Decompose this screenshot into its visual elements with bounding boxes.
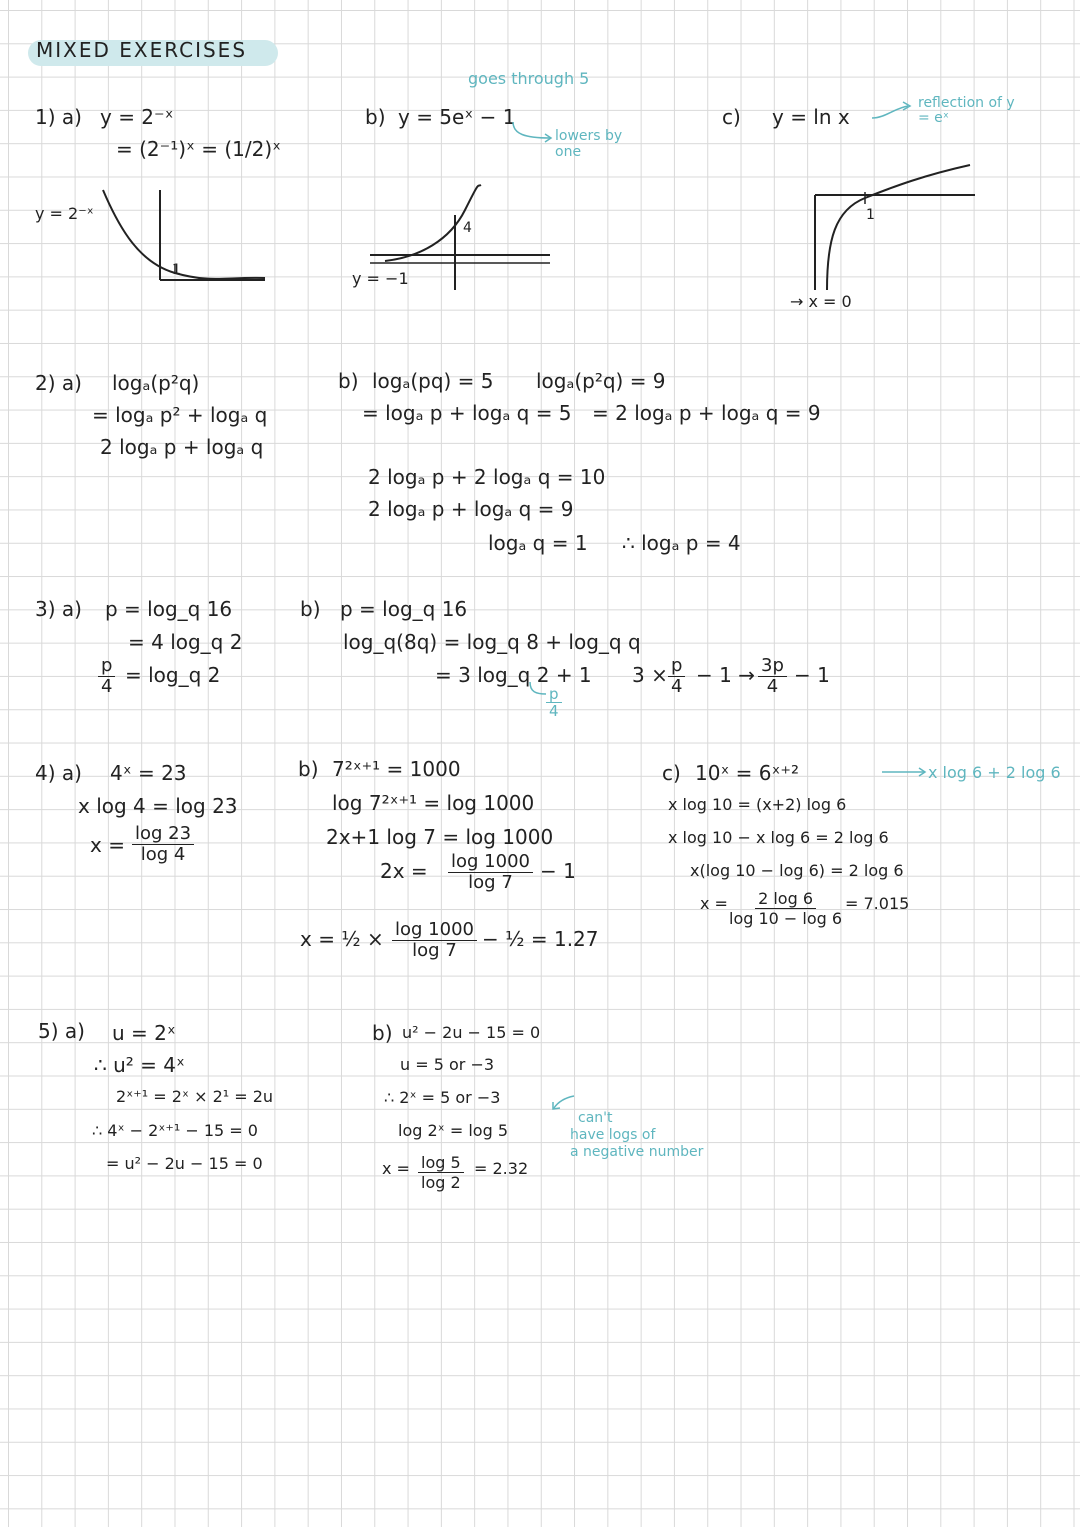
q5a-line5: = u² − 2u − 15 = 0 [106,1154,263,1173]
q1a-graph [95,185,275,300]
q5b-line5-num: log 5 [418,1153,464,1173]
q2a-line2: = logₐ p² + logₐ q [92,403,268,427]
q4a-fraction-den: log 4 [140,844,186,865]
q5b-note-3: a negative number [570,1144,704,1160]
q2b-line4: 2 logₐ p + logₐ q = 9 [368,497,574,521]
q2b-line5b: ∴ logₐ p = 4 [622,531,741,555]
q1c-graph [805,160,980,295]
q5b-line1: u² − 2u − 15 = 0 [402,1023,541,1042]
q5b-note-1: can't [578,1110,613,1126]
q4a-line3-pre: x = [90,833,125,857]
q5a-line4: ∴ 4ˣ − 2ˣ⁺¹ − 15 = 0 [92,1121,258,1140]
q5b-line4: log 2ˣ = log 5 [398,1121,508,1140]
q3b-result-post: − 1 → [696,663,755,687]
q2b-line1a: logₐ(pq) = 5 [372,369,494,393]
q3b-note-den: 4 [549,702,559,720]
q1a-graph-label: y = 2⁻ˣ [35,204,94,223]
q4a-line2: x log 4 = log 23 [78,794,238,818]
q5b-note-2: have logs of [570,1127,656,1143]
q1b-asymptote: y = −1 [352,269,409,288]
q2b-line2a: = logₐ p + logₐ q = 5 [362,401,572,425]
q4c-line5-pre: x = [700,894,728,913]
q3a-fraction-den: 4 [101,676,113,697]
q3b-result-den: 4 [671,676,683,697]
q3b-result2-num: 3p [758,656,787,677]
page-title: MIXED EXERCISES [36,38,248,62]
q4b-line5-pre: x = ½ × [300,927,384,951]
q4c-line2: x log 10 = (x+2) log 6 [668,795,847,814]
title-block [28,38,247,62]
q2a-line1: logₐ(p²q) [112,371,200,395]
q1c-label: c) [722,105,741,129]
q3b-result-pre: 3 × [632,663,668,687]
q5b-line5-den: log 2 [421,1173,461,1192]
q4a-line1: 4ˣ = 23 [110,761,187,785]
q1b-graph-point: 4 [463,220,472,236]
q3b-result-fraction [668,656,685,697]
q5b-label: b) [372,1021,393,1045]
q2b-line2b: = 2 logₐ p + logₐ q = 9 [592,401,821,425]
q4b-line1: 7²ˣ⁺¹ = 1000 [332,757,461,781]
q5b-line2: u = 5 or −3 [400,1055,495,1074]
q2b-line1b: logₐ(p²q) = 9 [536,369,666,393]
q1c-asymptote: → x = 0 [790,292,852,311]
q1a-label: 1) a) [35,105,82,129]
q4a-fraction [132,824,194,865]
q4a-label: 4) a) [35,761,82,785]
q3b-line1: p = log_q 16 [340,597,468,621]
q4c-line1: 10ˣ = 6ˣ⁺² [695,761,799,785]
q5a-label: 5) a) [38,1019,85,1043]
q1b-label: b) [365,105,386,129]
q3b-result2-post: − 1 [794,663,830,687]
q2b-label: b) [338,369,359,393]
q3a-label: 3) a) [35,597,82,621]
q3b-line3: = 3 log_q 2 + 1 [435,663,592,687]
q4b-line4-fraction [448,852,533,893]
q5b-note-arrow [550,1092,578,1114]
q1b-equation: y = 5eˣ − 1 [398,105,516,129]
q4b-line3: 2x+1 log 7 = log 1000 [326,825,554,849]
q5a-line1: u = 2ˣ [112,1021,176,1045]
q4c-line5-den: log 10 − log 6 [729,909,843,928]
q3b-note-num: p [546,686,562,703]
q3b-result2-fraction [758,656,787,697]
q3a-line2: = 4 log_q 2 [128,630,243,654]
q3a-fraction [98,656,115,697]
q3b-result-num: p [668,656,685,677]
q3a-line3: = log_q 2 [125,663,221,687]
q1b-note-goes-through: goes through 5 [468,69,590,88]
q5b-line5-post: = 2.32 [474,1159,529,1178]
q4a-fraction-num: log 23 [132,824,194,845]
q1c-graph-point: 1 [866,207,875,223]
q4c-note-arrow [880,764,930,780]
q4c-line5-num: 2 log 6 [755,889,816,909]
q1b-note-lowers: lowers by one [555,128,623,160]
q5b-line3: ∴ 2ˣ = 5 or −3 [384,1088,501,1107]
q5a-line2: ∴ u² = 4ˣ [94,1053,185,1077]
q4c-line3: x log 10 − x log 6 = 2 log 6 [668,828,889,847]
q2b-line5a: logₐ q = 1 [488,531,588,555]
q1a-step: = (2⁻¹)ˣ = (1/2)ˣ [116,137,282,161]
q1a-graph-point: 1 [172,262,181,278]
q1b-arrow [505,120,560,150]
q4b-label: b) [298,757,319,781]
q4c-line5-fraction [726,889,845,928]
q4c-label: c) [662,761,681,785]
q4b-line5-post: − ½ = 1.27 [482,927,599,951]
q4c-line5-post: = 7.015 [845,894,910,913]
q2a-label: 2) a) [35,371,82,395]
q5b-line5-pre: x = [382,1159,410,1178]
q1c-arrow [870,98,915,123]
q4c-note: x log 6 + 2 log 6 [928,763,1061,782]
q1c-equation: y = ln x [772,105,850,129]
q4b-line4-post: − 1 [540,859,576,883]
q4b-line5-den: log 7 [412,940,457,961]
q1a-equation: y = 2⁻ˣ [100,105,174,129]
q5a-line3: 2ˣ⁺¹ = 2ˣ × 2¹ = 2u [116,1087,274,1106]
q5b-line5-fraction [418,1153,464,1192]
q4b-line5-fraction [392,920,477,961]
q4b-line2: log 7²ˣ⁺¹ = log 1000 [332,791,535,815]
q3b-label: b) [300,597,321,621]
q4b-line4-den: log 7 [468,872,513,893]
q3a-line1: p = log_q 16 [105,597,233,621]
q2b-line3: 2 logₐ p + 2 logₐ q = 10 [368,465,606,489]
q3b-note-fraction [546,686,562,719]
q4b-line5-num: log 1000 [392,920,477,941]
q3a-fraction-num: p [98,656,115,677]
q1c-note: reflection of y = eˣ [918,95,1015,126]
q2a-line3: 2 logₐ p + logₐ q [100,435,264,459]
q4b-line4-num: log 1000 [448,852,533,873]
q4b-line4-pre: 2x = [380,859,428,883]
q3b-line2: log_q(8q) = log_q 8 + log_q q [343,630,641,654]
q4c-line4: x(log 10 − log 6) = 2 log 6 [690,861,904,880]
q3b-result2-den: 4 [766,676,779,697]
